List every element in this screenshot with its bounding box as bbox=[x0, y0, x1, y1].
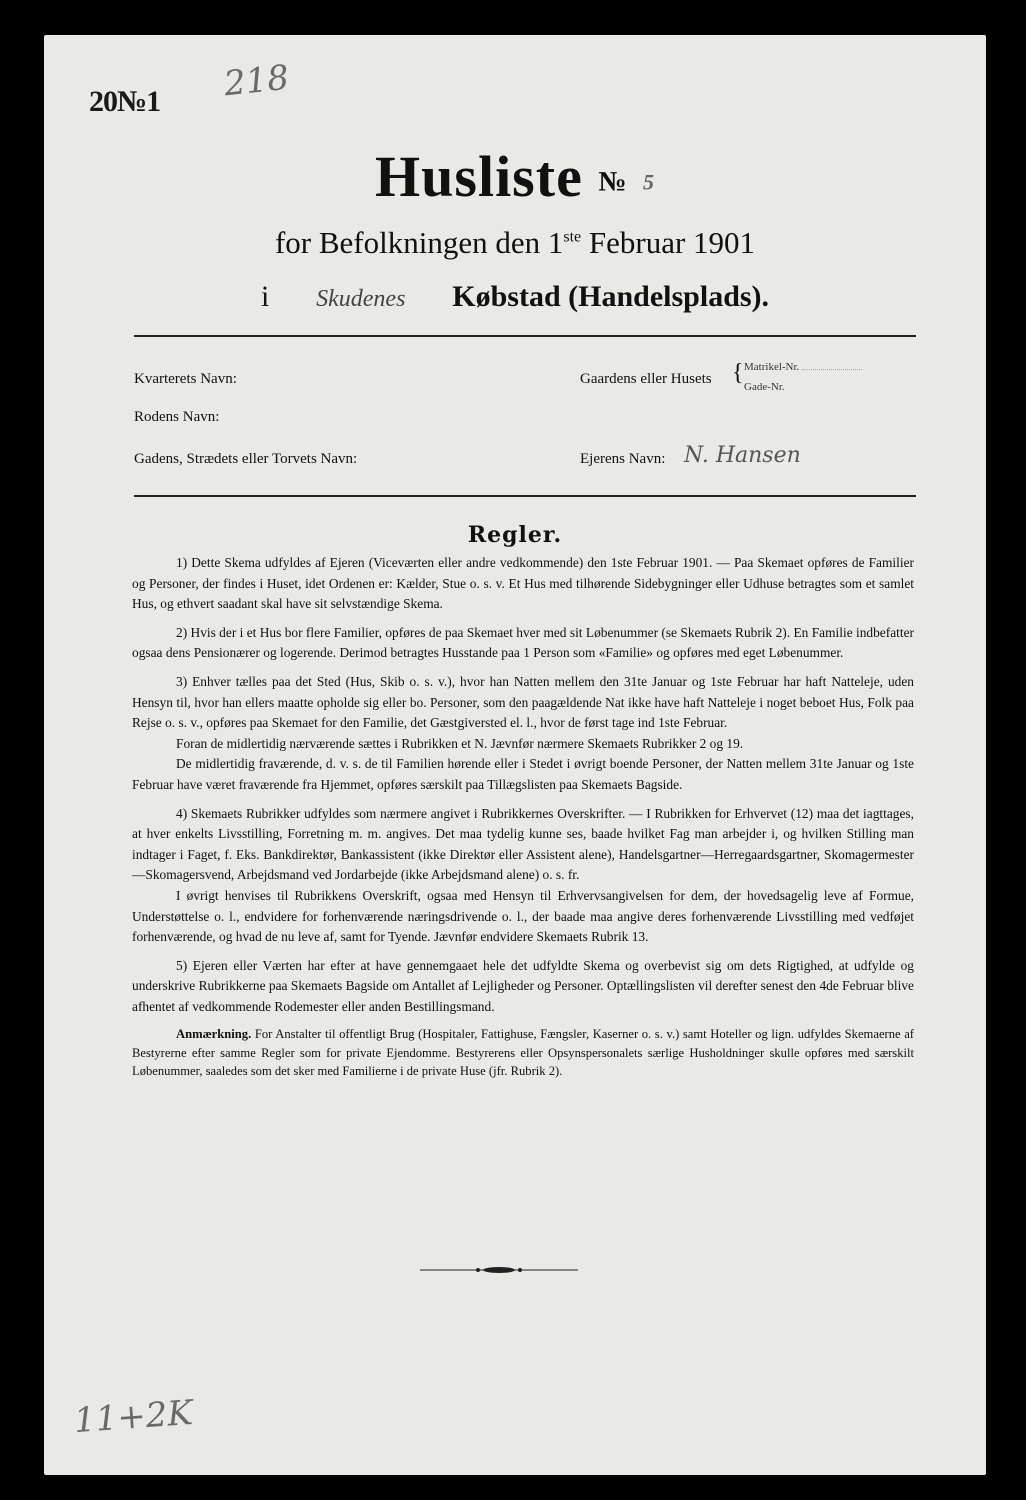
street-number-label: Gade-Nr. bbox=[744, 381, 785, 393]
form-subtitle bbox=[44, 225, 986, 261]
census-form-page bbox=[44, 35, 986, 1475]
form-number: 20№1 bbox=[89, 85, 161, 118]
owner-name-label: Ejerens Navn: bbox=[580, 451, 666, 467]
number-label: № bbox=[598, 166, 628, 198]
rule-3: 3) Enhver tælles paa det Sted (Hus, Skib o. s. v.), hvor han Natten mellem den 31te Januar og 1ste Februar har haft Natteleje, uden Hensyn til, hvor han ellers maatte opholde sig eller bo. Personer, som den paagældende Nat ikke have haft Natteleje i noget beboet Hus, Folk paa Rejse o. s. v., opføres paa Skemaet for den Familie, det Gæstgiversted el. l., hvor de først tage ind 1ste Februar. bbox=[132, 673, 914, 731]
rule-5: 5) Ejeren eller Værten har efter at have gennemgaaet hele det udfyldte Skema og overbevist sig om dets Rigtighed, at udfylde og underskrive Rubrikkerne paa Skemaets Bagside om Antallet af Lejligheder og Personer. Optællingslisten vil derefter senest den 4de Februar blive afhentet af vedkommende Rodemester eller anden Bestillingsmand. bbox=[132, 957, 914, 1014]
cadastral-number-label: Matrikel-Nr. bbox=[744, 361, 862, 373]
quarter-name-label: Kvarterets Navn: bbox=[134, 371, 237, 387]
middle-divider bbox=[134, 495, 916, 497]
rule-1: 1) Dette Skema udfyldes af Ejeren (Viceværten eller andre vedkommende) den 1ste Februar 1901. — Paa Skemaet opføres de Familier og Personer, der findes i Huset, idet Ordenen er: Kælder, Stue o. s. v. Et Hus med tilhørende Sidebygninger eller Udhuse betragtes som et samlet Hus, og ethvert saadant skal have sit selvstændige Skema. bbox=[132, 555, 914, 612]
rule-4-note: I øvrigt henvises til Rubrikkens Overskrift, ogsaa med Hensyn til Erhvervsangivelsen for dem, der hovedsagelig leve af Formue, Understøttelse o. l., endvidere for forhenværende næringsdrivende o. l., der baade maa angive deres forhenværende Livsstilling med vedføjet forhenværende, og hvad de nu leve af, samt for Tyende. Jævnfør endvidere Skemaets Rubrik 13. bbox=[132, 887, 914, 945]
remark-label: Anmærkning. bbox=[176, 1027, 252, 1042]
title-text: Husliste bbox=[375, 144, 583, 209]
street-name-label: Gadens, Strædets eller Torvets Navn: bbox=[134, 451, 358, 467]
rule-3-note-present: Foran de midlertidig nærværende sættes i Rubrikken et N. Jævnfør nærmere Skemaets Rubrikker 2 og 19. bbox=[176, 735, 744, 751]
town-prefix: i bbox=[260, 280, 270, 313]
rule-4: 4) Skemaets Rubrikker udfyldes som nærmere angivet i Rubrikkernes Overskrifter. — I Rubrikken for Erhvervet (12) maa det iagttages, at hver enkelts Livsstilling, Forretning m. m. angives. Det maa tydelig kunne ses, baade hvilket Fag man arbejder i, og hvilken Stilling man indtager i Faget, f. Eks. Bankdirektør, Bankassistent (ikke Direktør eller Assistent alene), Handelsgartner—Herregaardsgartner, Skomagermester—Skomagersvend, Arbejdsmand ved Jordarbejde (ikke Arbejdsmand alene) o. s. fr. bbox=[132, 805, 914, 883]
remark-paragraph bbox=[132, 1025, 914, 1080]
list-number-value: 5 bbox=[642, 169, 655, 195]
rule-2: 2) Hvis der i et Hus bor flere Familier, opføres de paa Skemaet hver med sit Løbenummer (se Skemaets Rubrik 2). En Familie indbefatter ogsaa dens Pensionærer og logerende. Derimod betragtes Husstande paa 1 Person som «Familie» og opføres med eget Løbenummer. bbox=[132, 624, 914, 661]
remark-text: For Anstalter til offentligt Brug (Hospitaler, Fattighuse, Fængsler, Kaserner o. s. v.) samt Hoteller og lign. udfyldes Skemaerne af Bestyrerne efter samme Regler som for private Ejendomme. Bestyrerens eller Opsynspersonalets særlige Husholdninger skulle opføres med særskilt Løbenummer, saaledes som det sker med Familierne i de private Huse (jfr. Rubrik 2). bbox=[132, 1027, 914, 1079]
town-line bbox=[44, 280, 986, 314]
rules-heading: Regler. bbox=[467, 522, 563, 548]
rules-body bbox=[132, 553, 914, 1089]
farm-house-label: Gaardens eller Husets bbox=[580, 371, 712, 387]
handwritten-page-number: 218 bbox=[222, 57, 291, 105]
field-brace: { bbox=[732, 360, 744, 386]
rule-3-note-absent: De midlertidig fraværende, d. v. s. de til Familien hørende eller i Stedet i øvrigt boende Personer, der Natten mellem 31te Januar og 1ste Februar have været fraværende fra Hjemmet, opføres særskilt paa Tillægslisten paa Skemaets Bagside. bbox=[132, 756, 914, 792]
town-name-handwritten: Skudenes bbox=[316, 286, 406, 312]
district-name-label: Rodens Navn: bbox=[134, 409, 220, 425]
owner-name-handwritten: N. Hansen bbox=[684, 443, 801, 468]
ornament-divider bbox=[420, 1265, 578, 1275]
form-title bbox=[44, 143, 986, 210]
handwritten-code: 11+2K bbox=[72, 1392, 195, 1442]
top-divider bbox=[134, 335, 916, 337]
subtitle-post: Februar 1901 bbox=[581, 225, 756, 260]
subtitle-sup: ste bbox=[563, 228, 582, 246]
subtitle-pre: for Befolkningen den 1 bbox=[274, 225, 564, 260]
town-type: Købstad (Handelsplads). bbox=[452, 280, 770, 313]
